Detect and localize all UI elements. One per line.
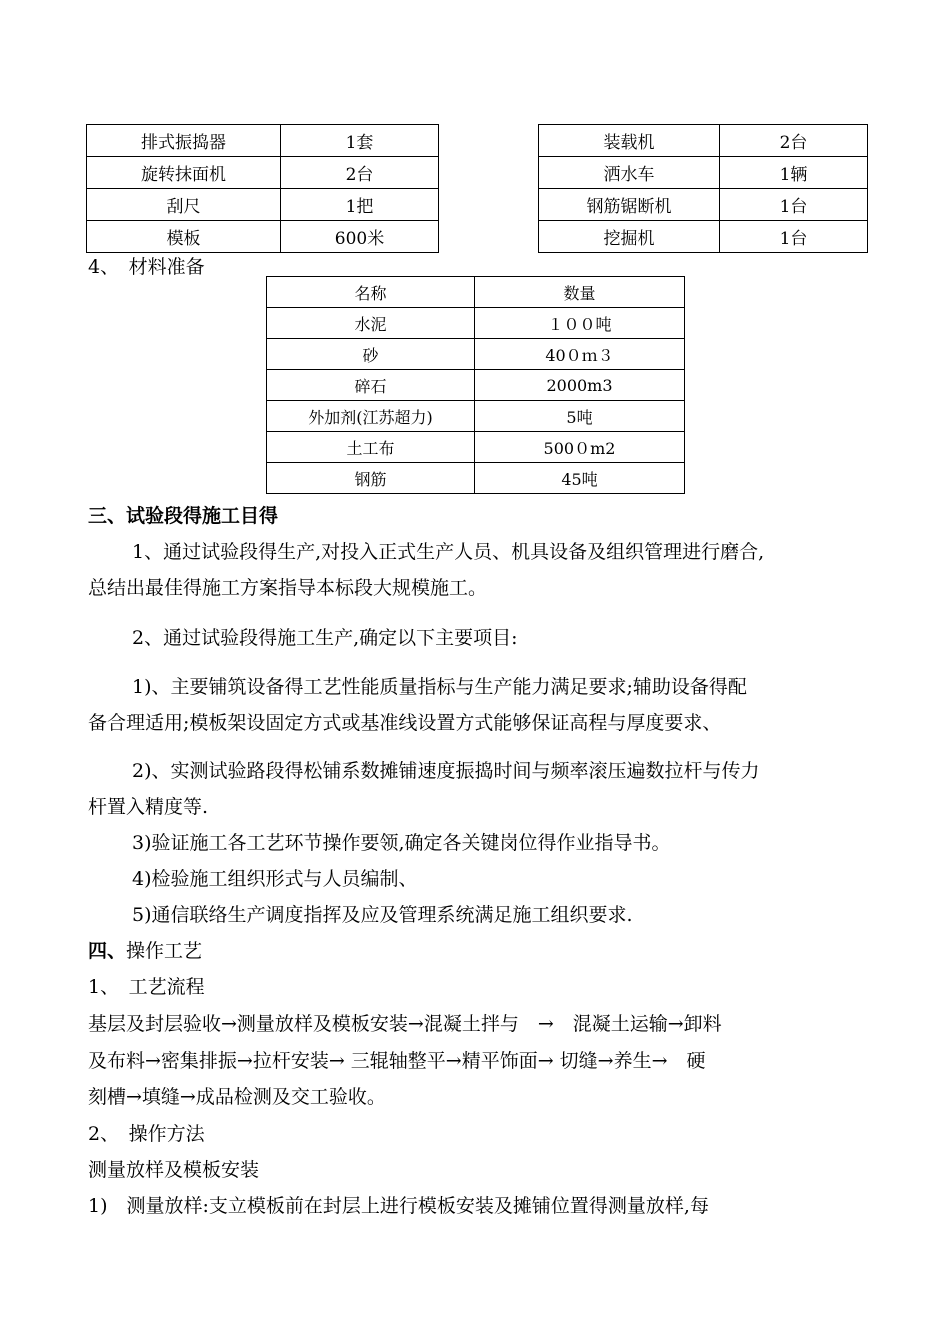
subsection-2-title: 测量放样及模板安装 [88, 1159, 260, 1181]
table-row [267, 432, 685, 463]
table-row [87, 125, 868, 157]
equipment-quantity: 2台 [720, 125, 868, 157]
equipment-name: 装载机 [539, 125, 720, 157]
process-flow-line-1: 基层及封层验收→测量放样及模板安装→混凝土拌与 → 混凝土运输→卸料 [88, 1013, 722, 1035]
paragraph-1-line-1: 1、通过试验段得生产,对投入正式生产人员、机具设备及组织管理进行磨合, [132, 541, 765, 563]
material-name: 砂 [267, 339, 475, 370]
equipment-quantity: 1把 [281, 189, 439, 221]
equipment-name: 洒水车 [539, 157, 720, 189]
equipment-name: 旋转抹面机 [87, 157, 281, 189]
paragraph-3-line-2: 备合理适用;模板架设固定方式或基准线设置方式能够保证高程与厚度要求、 [88, 712, 722, 734]
process-flow-line-3: 刻槽→填缝→成品检测及交工验收。 [88, 1086, 386, 1108]
table-row [267, 370, 685, 401]
table-row [267, 401, 685, 432]
paragraph-6: 4)检验施工组织形式与人员编制、 [132, 868, 418, 890]
section-heading-4-number: 四、 [88, 940, 127, 962]
subsection-2: 2、 操作方法 [88, 1123, 205, 1145]
material-name: 水泥 [267, 308, 475, 339]
table-row [267, 339, 685, 370]
material-name: 外加剂(江苏超力) [267, 401, 475, 432]
paragraph-7: 5)通信联络生产调度指挥及应及管理系统满足施工组织要求. [132, 904, 633, 926]
material-quantity: 500０m2 [475, 432, 685, 463]
equipment-name: 钢筋锯断机 [539, 189, 720, 221]
material-quantity: 5吨 [475, 401, 685, 432]
equipment-name: 挖掘机 [539, 221, 720, 253]
equipment-quantity: 600米 [281, 221, 439, 253]
survey-paragraph: 1) 测量放样:支立模板前在封层上进行模板安装及摊铺位置得测量放样,每 [88, 1195, 709, 1217]
section-heading-4 [88, 936, 202, 963]
equipment-quantity: 1套 [281, 125, 439, 157]
material-quantity: 40０ｍ３ [475, 339, 685, 370]
paragraph-3-line-1: 1)、主要铺筑设备得工艺性能质量指标与生产能力满足要求;辅助设备得配 [132, 676, 747, 698]
section-heading-3: 三、试验段得施工目得 [88, 505, 279, 527]
materials-heading: 4、 材料准备 [88, 256, 205, 278]
process-flow-line-2: 及布料→密集排振→拉杆安装→ 三辊轴整平→精平饰面→ 切缝→养生→ 硬 [88, 1050, 706, 1072]
material-quantity: 2000m3 [475, 370, 685, 401]
table-header-row [267, 277, 685, 308]
equipment-table [86, 124, 868, 253]
material-name: 土工布 [267, 432, 475, 463]
paragraph-5: 3)验证施工各工艺环节操作要领,确定各关键岗位得作业指导书。 [132, 832, 671, 854]
material-name: 碎石 [267, 370, 475, 401]
subsection-1: 1、 工艺流程 [88, 976, 205, 998]
table-row [267, 463, 685, 494]
section-heading-4-title: 操作工艺 [126, 940, 203, 962]
paragraph-2: 2、通过试验段得施工生产,确定以下主要项目: [132, 627, 518, 649]
column-header: 数量 [475, 277, 685, 308]
material-name: 钢筋 [267, 463, 475, 494]
equipment-name: 模板 [87, 221, 281, 253]
equipment-quantity: 1台 [720, 221, 868, 253]
equipment-name: 排式振捣器 [87, 125, 281, 157]
table-row [267, 308, 685, 339]
material-quantity: １００吨 [475, 308, 685, 339]
material-quantity: 45吨 [475, 463, 685, 494]
equipment-quantity: 2台 [281, 157, 439, 189]
paragraph-1-line-2: 总结出最佳得施工方案指导本标段大规模施工。 [88, 577, 488, 599]
paragraph-4-line-1: 2)、实测试验路段得松铺系数摊铺速度振捣时间与频率滚压遍数拉杆与传力 [132, 760, 760, 782]
equipment-quantity: 1辆 [720, 157, 868, 189]
column-header: 名称 [267, 277, 475, 308]
paragraph-4-line-2: 杆置入精度等. [88, 796, 209, 818]
equipment-quantity: 1台 [720, 189, 868, 221]
table-gap [439, 125, 539, 253]
materials-table [266, 276, 685, 494]
equipment-name: 刮尺 [87, 189, 281, 221]
